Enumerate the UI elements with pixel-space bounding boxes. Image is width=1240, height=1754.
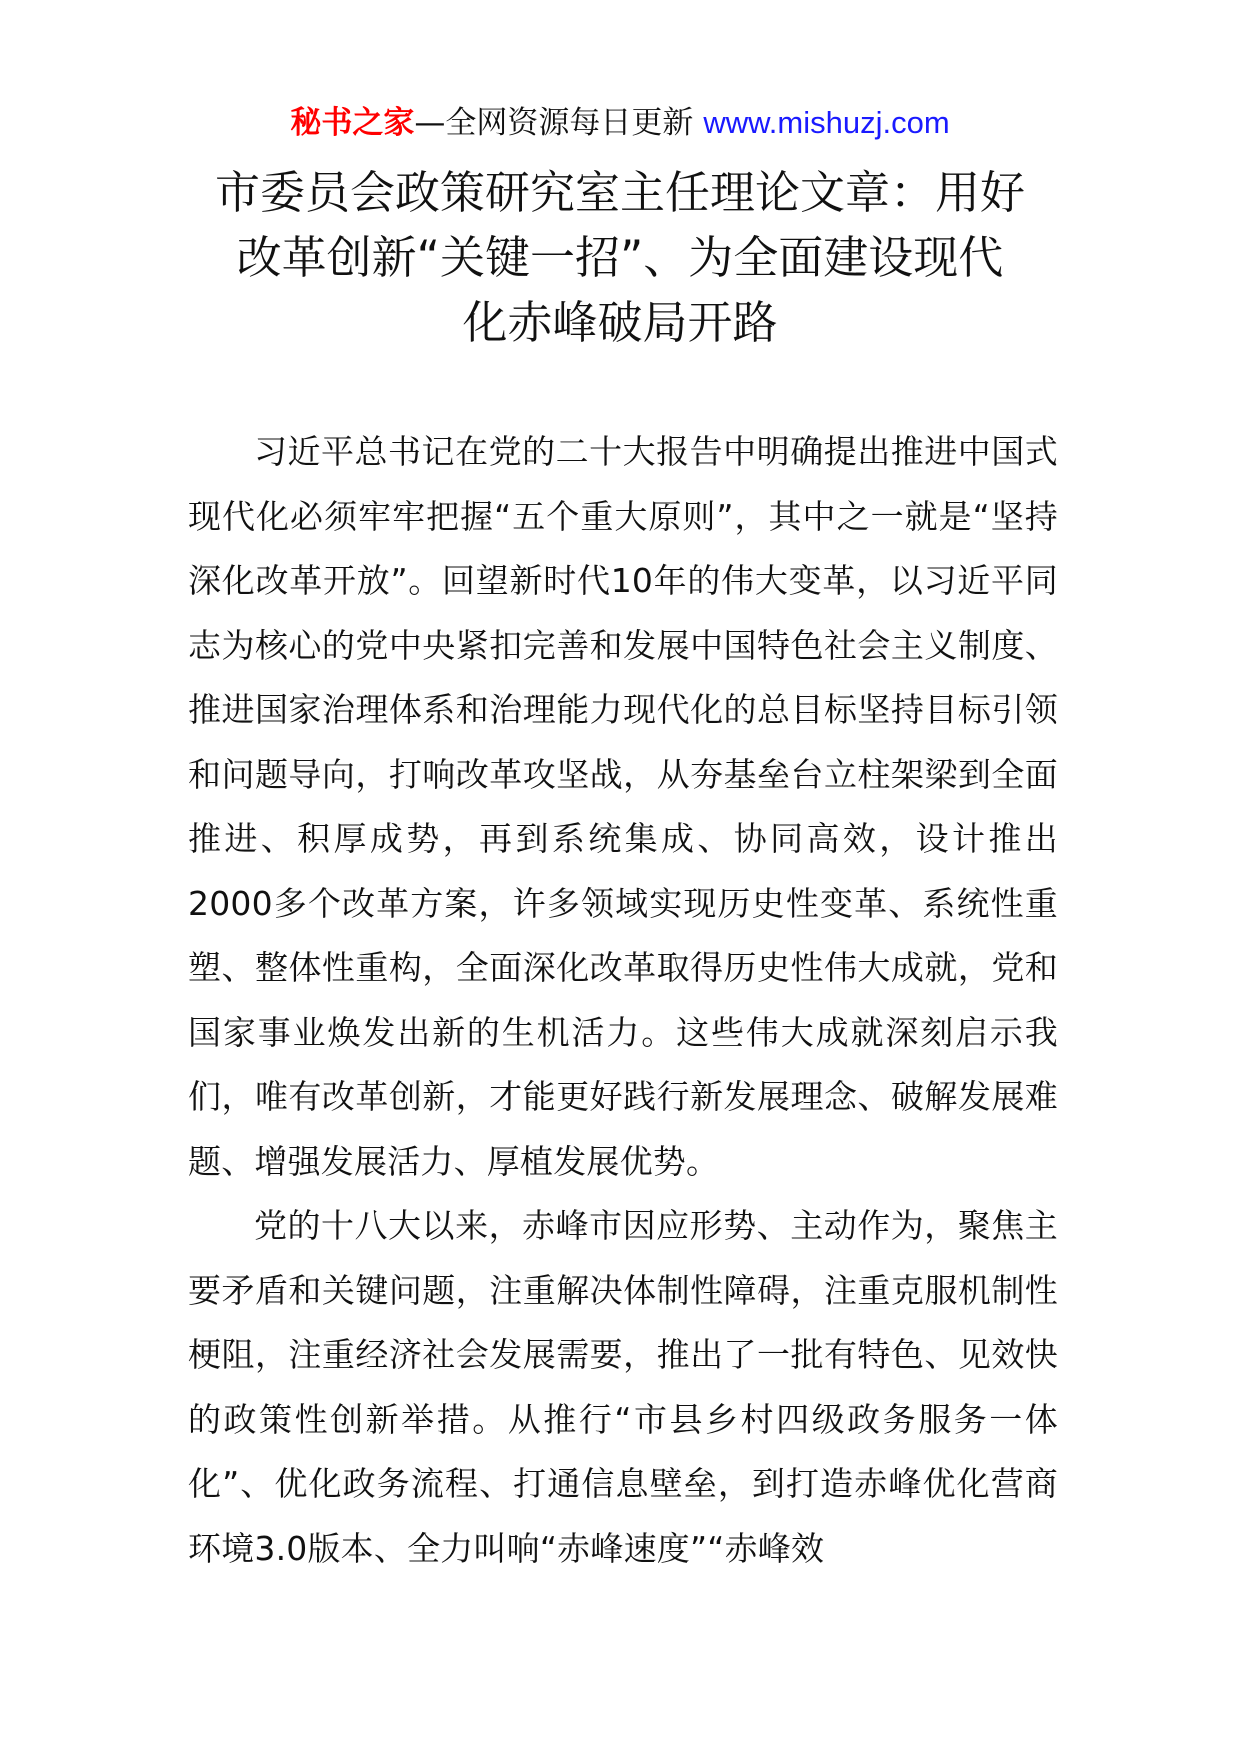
article-body bbox=[188, 420, 1058, 1581]
site-url-link[interactable]: www.mishuzj.com bbox=[703, 105, 950, 140]
title-line: 改革创新“关键一招”、为全面建设现代 bbox=[236, 231, 1004, 284]
source-header bbox=[0, 101, 1240, 145]
title-line: 化赤峰破局开路 bbox=[462, 296, 778, 349]
header-tagline: —全网资源每日更新 bbox=[414, 105, 694, 141]
brand-name: 秘书之家 bbox=[290, 105, 415, 141]
document-title bbox=[190, 160, 1050, 355]
body-paragraph: 党的十八大以来，赤峰市因应形势、主动作为，聚焦主要矛盾和关键问题，注重解决体制性障碍，注重克服机制性梗阻，注重经济社会发展需要，推出了一批有特色、见效快的政策性创新举措。从推行“市县乡村四级政务服务一体化”、优化政务流程、打通信息壁垒，到打造赤峰优化营商环境3.0版本、全力叫响“赤峰速度”“赤峰效 bbox=[188, 1206, 1058, 1568]
title-line: 市委员会政策研究室主任理论文章：用好 bbox=[214, 166, 1025, 219]
body-paragraph: 习近平总书记在党的二十大报告中明确提出推进中国式现代化必须牢牢把握“五个重大原则”，其中之一就是“坚持深化改革开放”。回望新时代10年的伟大变革，以习近平同志为核心的党中央紧扣完善和发展中国特色社会主义制度、推进国家治理体系和治理能力现代化的总目标坚持目标引领和问题导向，打响改革攻坚战，从夯基垒台立柱架梁到全面推进、积厚成势，再到系统集成、协同高效，设计推出2000多个改革方案，许多领域实现历史性变革、系统性重塑、整体性重构，全面深化改革取得历史性伟大成就，党和国家事业焕发出新的生机活力。这些伟大成就深刻启示我们，唯有改革创新，才能更好践行新发展理念、破解发展难题、增强发展活力、厚植发展优势。 bbox=[188, 432, 1058, 1181]
